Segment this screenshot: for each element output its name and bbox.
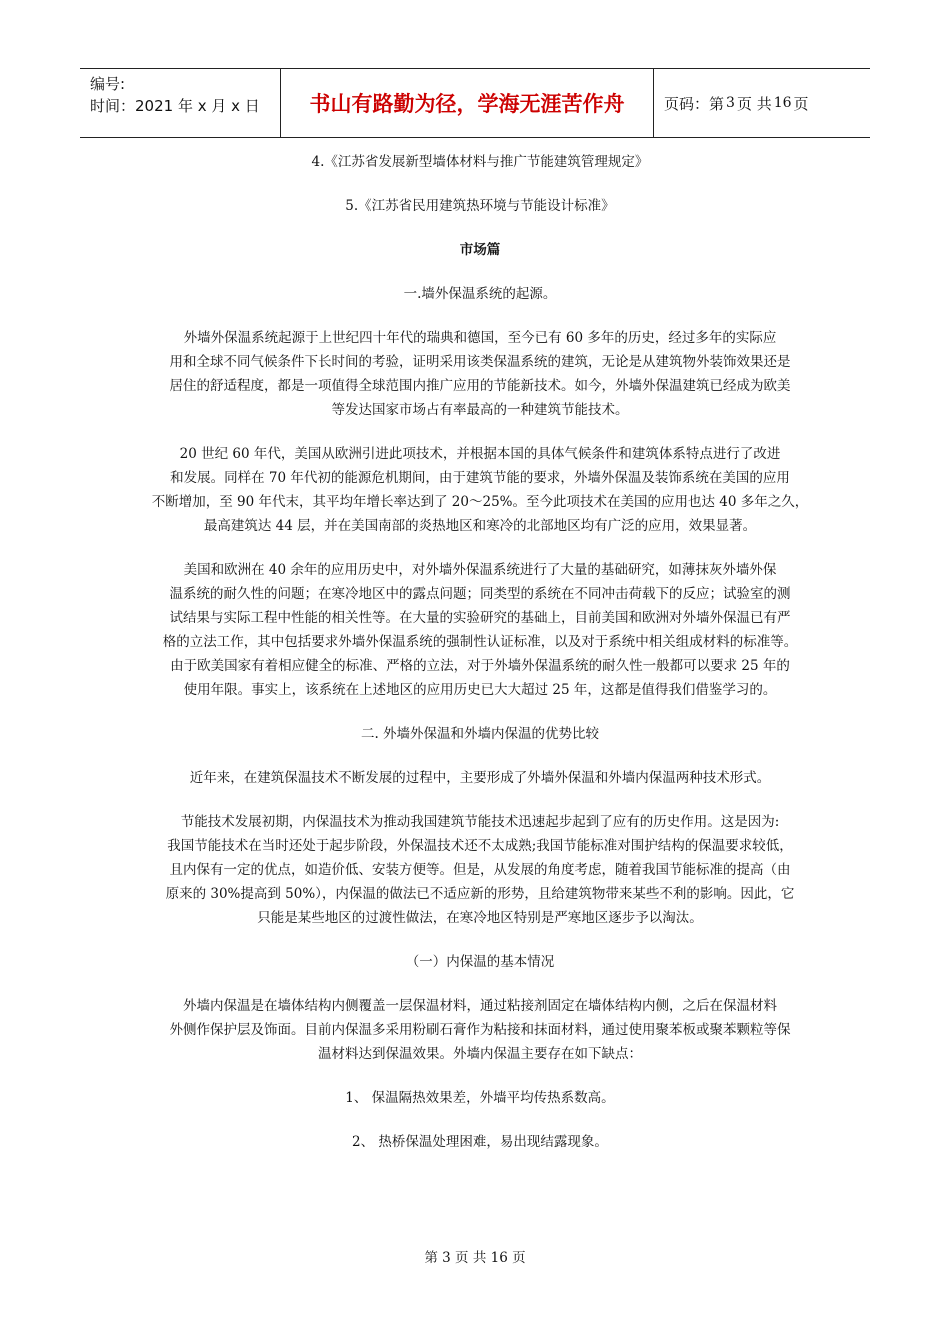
paragraph-line: 温系统的耐久性的问题；在寒冷地区中的露点问题；同类型的系统在不同冲击荷载下的反应；试验室的测 — [169, 586, 791, 602]
list-item: 1、 保温隔热效果差，外墙平均传热系数高。 — [345, 1090, 615, 1106]
paragraph-line: 使用年限。事实上，该系统在上述地区的应用历史已大大超过 25 年，这都是值得我们借鉴学习的。 — [183, 682, 777, 698]
paragraph-line: 试结果与实际工程中性能的相关性等。在大量的实验研究的基础上，目前美国和欧洲对外墙外保温已有严 — [169, 610, 791, 626]
page-current: 3 — [726, 95, 735, 111]
paragraph-line: 原来的 30%提高到 50%），内保温的做法已不适应新的形势，且给建筑物带来某些不利的影响。因此，它 — [165, 886, 795, 902]
paragraph-line: 由于欧美国家有着相应健全的标准、严格的立法，对于外墙外保温系统的耐久性一般都可以要求 25 年的 — [170, 658, 790, 674]
page-total: 16 — [773, 95, 792, 111]
list-item: 2、 热桥保温处理困难，易出现结露现象。 — [352, 1134, 608, 1150]
paragraph-early-stage — [140, 810, 820, 930]
header-motto: 书山有路勤为径，学海无涯苦作舟 — [280, 69, 654, 137]
paragraph-usa-history — [140, 442, 820, 538]
paragraph-line: 20 世纪 60 年代，美国从欧洲引进此项技术，并根据本国的具体气候条件和建筑体系特点进行了改进 — [179, 446, 781, 462]
paragraph-line: 且内保有一定的优点，如造价低、安装方便等。但是，从发展的角度考虑，随着我国节能标准的提高（由 — [169, 862, 791, 878]
paragraph-interior-insulation — [140, 994, 820, 1066]
reference-item-4: 4.《江苏省发展新型墙体材料与推广节能建筑管理规定》 — [311, 154, 649, 170]
document-body — [140, 150, 820, 1154]
heading-interior-insulation: （一）内保温的基本情况 — [405, 954, 555, 970]
paragraph-line: 温材料达到保温效果。外墙内保温主要存在如下缺点： — [318, 1046, 642, 1062]
paragraph-line: 外墙内保温是在墙体结构内侧覆盖一层保温材料，通过粘接剂固定在墙体结构内侧，之后在保温材料 — [183, 998, 777, 1014]
paragraph-line: 用和全球不同气候条件下长时间的考验，证明采用该类保温系统的建筑，无论是从建筑物外装饰效果还是 — [169, 354, 791, 370]
reference-item-5: 5.《江苏省民用建筑热环境与节能设计标准》 — [345, 198, 615, 214]
paragraph-line: 我国节能技术在当时还处于起步阶段，外保温技术还不太成熟;我国节能标准对围护结构的保温要求较低， — [167, 838, 793, 854]
header-page-info — [654, 69, 870, 137]
paragraph-line: 等发达国家市场占有率最高的一种建筑节能技术。 — [331, 402, 629, 418]
page-mid: 页 共 — [736, 94, 772, 113]
paragraph-line: 格的立法工作，其中包括要求外墙外保温系统的强制性认证标准，以及对于系统中相关组成材料的标准等。 — [162, 634, 798, 650]
page-suffix: 页 — [793, 94, 809, 113]
paragraph-recent-years: 近年来，在建筑保温技术不断发展的过程中，主要形成了外墙外保温和外墙内保温两种技术形式。 — [189, 770, 771, 786]
section-title-market: 市场篇 — [459, 242, 501, 258]
header-left — [80, 69, 280, 137]
paragraph-origin — [140, 326, 820, 422]
paragraph-line: 节能技术发展初期，内保温技术为推动我国建筑节能技术迅速起步起到了应有的历史作用。这是因为: — [180, 814, 780, 830]
paragraph-line: 外墙外保温系统起源于上世纪四十年代的瑞典和德国，至今已有 60 多年的历史，经过多年的实际应 — [183, 330, 777, 346]
paragraph-line: 和发展。同样在 70 年代初的能源危机期间，由于建筑节能的要求，外墙外保温及装饰系统在美国的应用 — [170, 470, 790, 486]
paragraph-line: 不断增加，至 90 年代末，其平均年增长率达到了 20～25%。至今此项技术在美国的应用也达 40 多年之久， — [151, 494, 809, 510]
paragraph-line: 居住的舒适程度，都是一项值得全球范围内推广应用的节能新技术。如今，外墙外保温建筑已经成为欧美 — [169, 378, 791, 394]
heading-origin: 一.墙外保温系统的起源。 — [403, 286, 557, 302]
paragraph-line: 最高建筑达 44 层，并在美国南部的炎热地区和寒冷的北部地区均有广泛的应用，效果显著。 — [203, 518, 757, 534]
page-header — [80, 68, 870, 138]
doc-number-label: 编号: — [90, 75, 126, 93]
paragraph-line: 外侧作保护层及饰面。目前内保温多采用粉刷石膏作为粘接和抹面材料，通过使用聚苯板或聚苯颗粒等保 — [169, 1022, 791, 1038]
doc-date-label: 时间：2021 年 x 月 x 日 — [90, 97, 260, 115]
paragraph-line: 只能是某些地区的过渡性做法，在寒冷地区特别是严寒地区逐步予以淘汰。 — [257, 910, 703, 926]
page-footer: 第 3 页 共 16 页 — [424, 1250, 526, 1266]
heading-comparison: 二. 外墙外保温和外墙内保温的优势比较 — [360, 726, 600, 742]
paragraph-line: 美国和欧洲在 40 余年的应用历史中，对外墙外保温系统进行了大量的基础研究，如薄抹灰外墙外保 — [183, 562, 777, 578]
page-prefix: 页码：第 — [664, 94, 725, 113]
paragraph-research — [140, 558, 820, 702]
